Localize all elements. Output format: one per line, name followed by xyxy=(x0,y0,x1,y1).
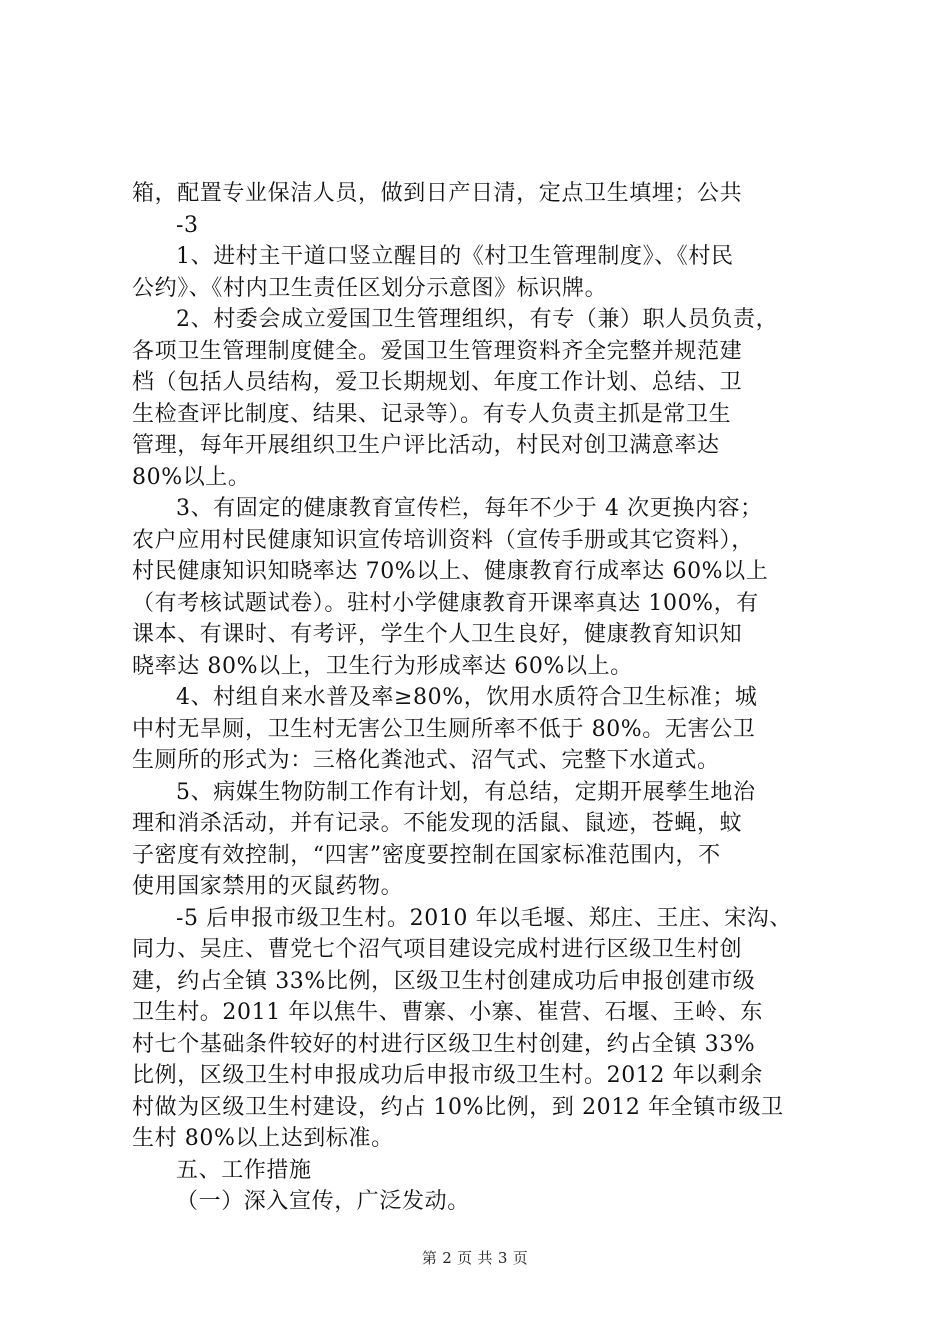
document-body xyxy=(132,178,832,1218)
text-line: 4、村组自来水普及率≥80%，饮用水质符合卫生标准；城 xyxy=(176,685,758,710)
text-line: 村民健康知识知晓率达 70%以上、健康教育行成率达 60%以上 xyxy=(132,559,769,584)
text-line: 箱，配置专业保洁人员，做到日产日清，定点卫生填埋；公共 xyxy=(132,181,743,206)
text-line: （有考核试题试卷）。驻村小学健康教育开课率真达 100%，有 xyxy=(132,590,759,616)
text-line: 卫生村。2011 年以焦牛、曹寨、小寨、崔营、石堰、王岭、东 xyxy=(132,1000,763,1025)
text-line: 生厕所的形式为：三格化粪池式、沼气式、完整下水道式。 xyxy=(132,748,720,773)
text-line: 村七个基础条件较好的村进行区级卫生村创建，约占全镇 33% xyxy=(132,1031,756,1057)
text-line: 管理，每年开展组织卫生户评比活动，村民对创卫满意率达 xyxy=(132,433,720,458)
text-line: 5、病媒生物防制工作有计划，有总结，定期开展孳生地治 xyxy=(176,779,756,805)
text-line: 3、有固定的健康教育宣传栏，每年不少于 4 次更换内容； xyxy=(176,496,763,521)
text-line: 比例，区级卫生村申报成功后申报市级卫生村。2012 年以剩余 xyxy=(132,1063,763,1088)
text-line: 同力、吴庄、曹党七个沼气项目建设完成村进行区级卫生村创 xyxy=(132,937,743,962)
text-line: 1、进村主干道口竖立醒目的《村卫生管理制度》、《村民 xyxy=(176,244,734,269)
text-line: 公约》、《村内卫生责任区划分示意图》标识牌。 xyxy=(132,275,608,301)
text-line: 2、村委会成立爱国卫生管理组织，有专（兼）职人员负责， xyxy=(176,307,779,332)
text-line: 理和消杀活动，并有记录。不能发现的活鼠、鼠迹，苍蝇，蚊 xyxy=(132,811,743,836)
page-footer: 第 2 页 共 3 页 xyxy=(421,1249,529,1267)
text-line: 五、工作措施 xyxy=(176,1157,312,1183)
text-line: 档（包括人员结构，爱卫长期规划、年度工作计划、总结、卫 xyxy=(132,370,743,395)
text-line: 各项卫生管理制度健全。爱国卫生管理资料齐全完整并规范建 xyxy=(132,338,743,364)
text-line: -5 后申报市级卫生村。2010 年以毛堰、郑庄、王庄、宋沟、 xyxy=(176,905,793,931)
text-line: 使用国家禁用的灭鼠药物。 xyxy=(132,874,404,899)
text-line: 建，约占全镇 33%比例，区级卫生村创建成功后申报创建市级 xyxy=(132,968,756,994)
text-line: 子密度有效控制，“四害”密度要控制在国家标准范围内，不 xyxy=(132,842,721,868)
text-line: 农户应用村民健康知识宣传培训资料（宣传手册或其它资料）， xyxy=(132,527,754,553)
text-line: 村做为区级卫生村建设，约占 10%比例，到 2012 年全镇市级卫 xyxy=(132,1094,784,1120)
text-line: -3 xyxy=(176,212,199,238)
text-line: （一）深入宣传，广泛发动。 xyxy=(176,1189,470,1214)
text-line: 80%以上。 xyxy=(132,464,251,490)
text-line: 晓率达 80%以上，卫生行为形成率达 60%以上。 xyxy=(132,653,633,679)
text-line: 课本、有课时、有考评，学生个人卫生良好，健康教育知识知 xyxy=(132,622,743,647)
text-line: 生检查评比制度、结果、记录等）。有专人负责主抓是常卫生 xyxy=(132,401,732,427)
text-line: 中村无旱厕，卫生村无害公卫生厕所率不低于 80%。无害公卫 xyxy=(132,716,756,742)
text-line: 生村 80%以上达到标准。 xyxy=(132,1126,394,1151)
